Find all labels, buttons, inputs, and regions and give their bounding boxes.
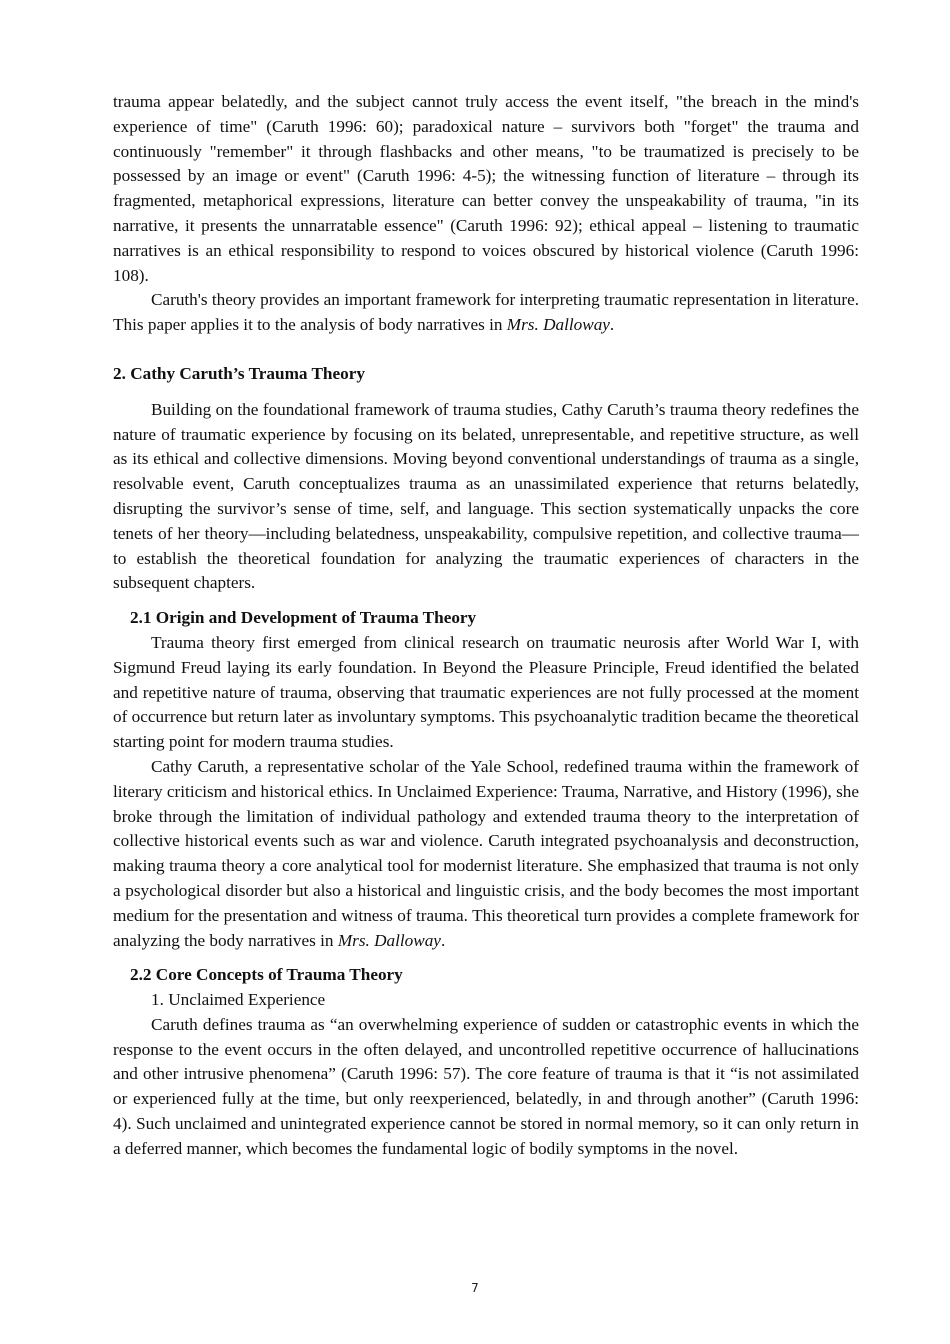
section-2-1-paragraph-1: Trauma theory first emerged from clinical research on traumatic neurosis after World War I, with Sigmund Freud laying its early foundation. In Beyond the Pleasure Principle, Freud identified the belated and repetitive nature of trauma, observing that traumatic experiences are not fully processed at the moment of occurrence but return later as involuntary symptoms. This psychoanalytic tradition became the theoretical starting point for modern trauma studies. (113, 632, 859, 752)
section-2-2-paragraph-1: Caruth defines trauma as “an overwhelming experience of sudden or catastrophic events in which the response to the event occurs in the often delayed, and uncontrolled repetitive occurrence of hallucinations and other intrusive phenomena” (Caruth 1996: 57). The core feature of trauma is that it “is not assimilated or experienced fully at the time, but only reexperienced, belatedly, in and through another” (Caruth 1996: 4). Such unclaimed and unintegrated experience cannot be stored in normal memory, so it can only return in a deferred manner, which becomes the fundamental logic of bodily symptoms in the novel. (113, 1014, 859, 1158)
intro-paragraph-2 (113, 288, 859, 338)
concept-item-1: 1. Unclaimed Experience (151, 990, 326, 1010)
document-page (113, 90, 859, 1162)
page-number: 7 (471, 1281, 479, 1295)
section-2-2-heading: 2.2 Core Concepts of Trauma Theory (130, 965, 403, 985)
intro-paragraph-2-end: . (609, 315, 615, 335)
section-2-1-heading: 2.1 Origin and Development of Trauma Theory (130, 608, 477, 628)
section-2-heading: 2. Cathy Caruth’s Trauma Theory (113, 363, 365, 383)
novel-title: Mrs. Dalloway (337, 930, 441, 950)
section-2-1-paragraph-2-end: . (440, 930, 446, 950)
section-2-1-paragraph-2-text: Cathy Caruth, a representative scholar of the Yale School, redefined trauma within the framework of literary criticism and historical ethics. In Unclaimed Experience: Trauma, Narrative, and History (1996), she broke through the limitation of individual pathology and extended trauma theory to the interpretation of collective historical events such as war and violence. Caruth integrated psychoanalysis and deconstruction, making trauma theory a core analytical tool for modernist literature. She emphasized that trauma is not only a psychological disorder but also a historical and linguistic crisis, and the body becomes the most important medium for the presentation and witness of trauma. This theoretical turn provides a complete framework for analyzing the body narratives in (113, 756, 859, 950)
section-2-paragraph-1: Building on the foundational framework of trauma studies, Cathy Caruth’s trauma theory redefines the nature of traumatic experience by focusing on its belated, unrepresentable, and repetitive structure, as well as its ethical and collective dimensions. Moving beyond conventional understandings of trauma as a single, resolvable event, Caruth conceptualizes trauma as an unassimilated experience that returns belatedly, disrupting the survivor’s sense of time, self, and language. This section systematically unpacks the core tenets of her theory—including belatedness, unspeakability, compulsive repetition, and collective trauma—to establish the theoretical foundation for analyzing the traumatic experiences of characters in the subsequent chapters. (113, 399, 859, 593)
novel-title: Mrs. Dalloway (506, 315, 610, 335)
section-2-1-paragraph-2 (113, 755, 859, 953)
intro-paragraph-1: trauma appear belatedly, and the subject cannot truly access the event itself, "the breach in the mind's experience of time" (Caruth 1996: 60); paradoxical nature – survivors both "forget" the trauma and continuously "remember" it through flashbacks and other means, "to be traumatized is precisely to be possessed by an image or event" (Caruth 1996: 4-5); the witnessing function of literature – through its fragmented, metaphorical expressions, literature can better convey the unspeakability of trauma, "in its narrative, it presents the unnarratable essence" (Caruth 1996: 92); ethical appeal – listening to traumatic narratives is an ethical responsibility to respond to voices obscured by historical violence (Caruth 1996: 108). (113, 92, 859, 285)
intro-paragraph-2-text: Caruth's theory provides an important framework for interpreting traumatic representation in literature. This paper applies it to the analysis of body narratives in (113, 290, 859, 335)
